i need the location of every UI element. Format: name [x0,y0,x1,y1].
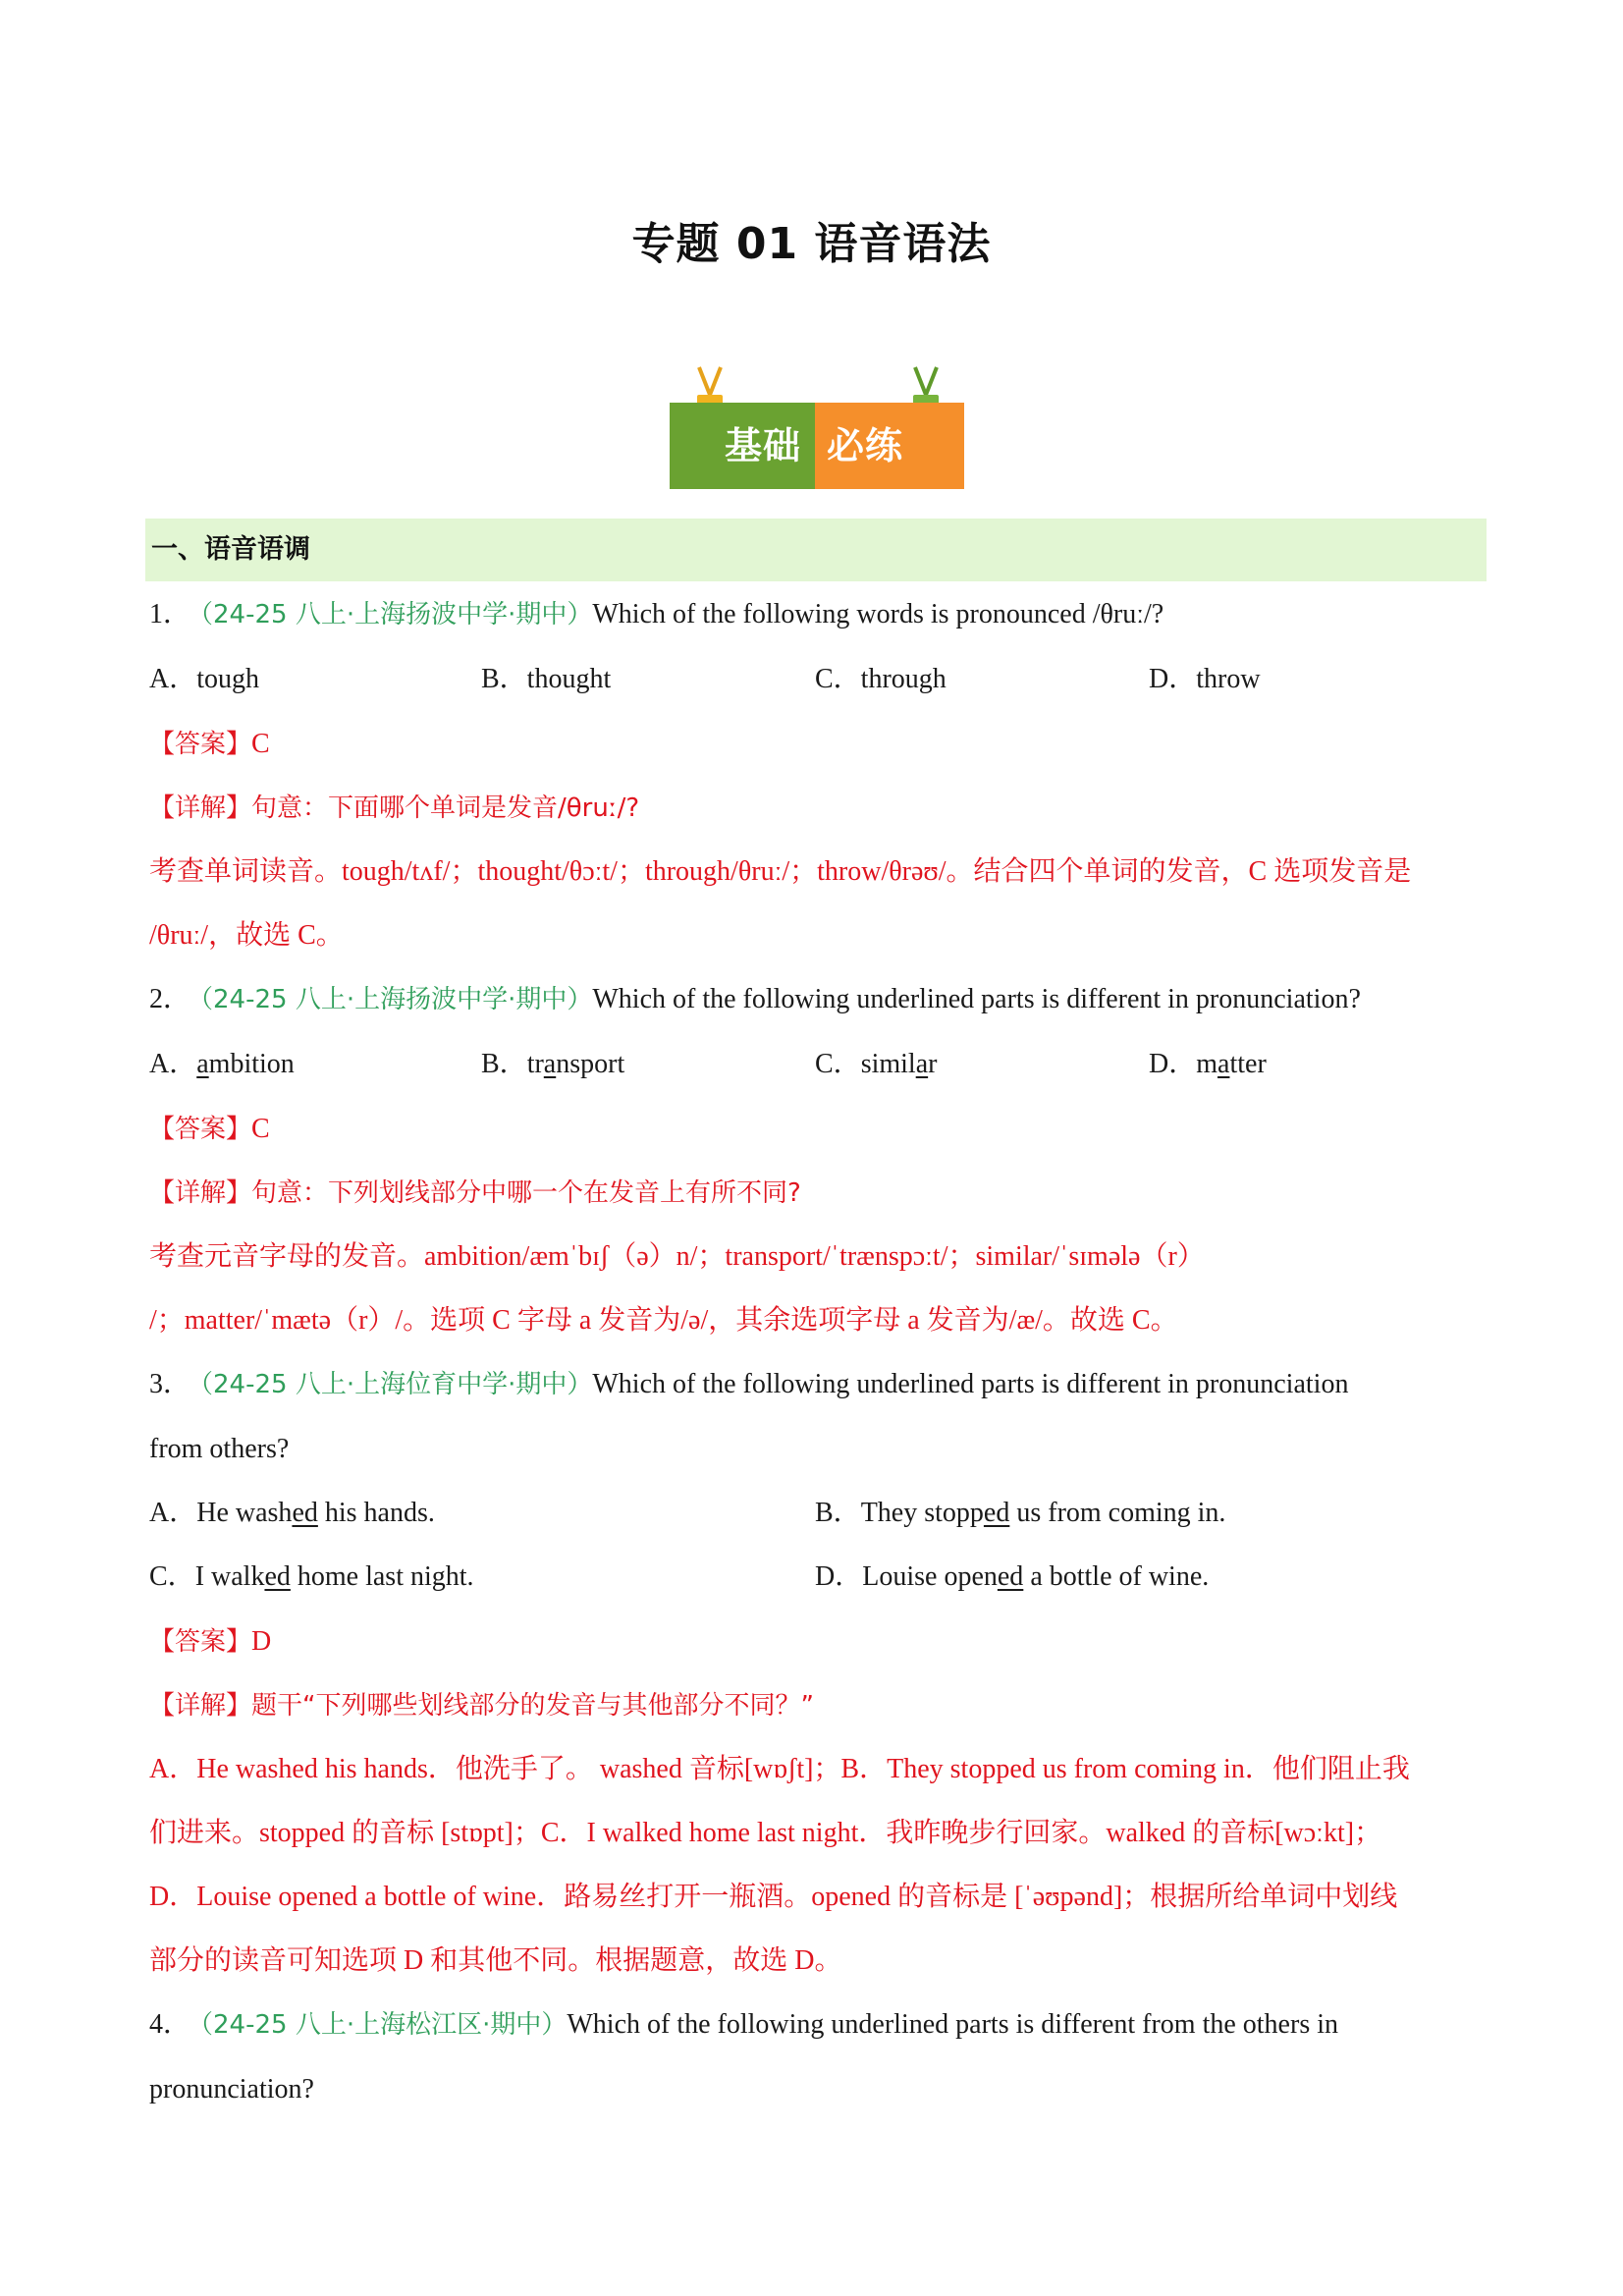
answer-line [149,725,270,764]
option-b: B．transport [481,1049,625,1079]
detail-text: 考查单词读音。tough/tʌf/；thought/θɔːt/；through/θruː/；throw/θrəʊ/。结合四个单词的发音，C 选项发音是 [149,856,1412,887]
answer-value: C [251,729,270,759]
option-b: B．They stopped us from coming in. [815,1498,1226,1528]
question-source: （24-25 八上·上海位育中学·期中） [200,1370,593,1399]
detail-text: D．Louise opened a bottle of wine．路易丝打开一瓶酒。opened 的音标是 [ˈəʊpənd]；根据所给单词中划线 [149,1882,1398,1912]
page-title: 专题 01 语音语法 [631,219,992,269]
answer-line [149,1110,270,1149]
option-c: C．through [815,664,947,694]
detail-text: 部分的读音可知选项 D 和其他不同。根据题意，故选 D。 [149,1945,842,1976]
question-source: （24-25 八上·上海扬波中学·期中） [200,985,593,1014]
answer-line [149,1622,271,1662]
answer-value: C [251,1114,270,1144]
badge-label-left: 基础 [670,403,815,489]
detail-text: 们进来。stopped 的音标 [stɒpt]；C．I walked home last night．我昨晚步行回家。walked 的音标[wɔːkt]； [149,1818,1382,1848]
detail-line [149,1686,814,1725]
question-4 [149,2005,1485,2045]
detail-text: A．He washed his hands．他洗手了。 washed 音标[wɒʃt]；B．They stopped us from coming in．他们阻止我 [149,1754,1410,1784]
answer-label: 【答案】 [149,1627,252,1657]
question-text: Which of the following underlined parts is different from the others in [567,2009,1338,2040]
section-badge [670,365,964,491]
question-source: （24-25 八上·上海松江区·期中） [200,2010,568,2040]
badge-label-right: 必练 [815,403,964,489]
section-heading: 一、语音语调 [145,519,1487,581]
question-3 [149,1365,1485,1404]
question-number: 3． [149,1369,191,1399]
detail-text: /θruː/，故选 C。 [149,920,344,951]
detail-text: /；matter/ˈmætə（r）/。选项 C 字母 a 发音为/ə/，其余选项字母 a 发音为/æ/。故选 C。 [149,1305,1178,1336]
answer-label: 【答案】 [149,1115,252,1144]
question-text: Which of the following underlined parts is different in pronunciation? [592,984,1361,1014]
option-c: C．similar [815,1049,938,1079]
question-number: 4． [149,2009,191,2040]
question-source: （24-25 八上·上海扬波中学·期中） [200,600,593,629]
detail-text: 题干“下列哪些划线部分的发音与其他部分不同？” [251,1691,814,1721]
detail-text: 句意：下面哪个单词是发音/θruː/? [251,793,640,823]
question-text-cont: pronunciation? [149,2074,314,2105]
detail-label: 【详解】 [149,1178,252,1208]
option-c: C．I walked home last night. [149,1561,474,1592]
question-2 [149,980,1485,1019]
detail-text: 考查元音字母的发音。ambition/æmˈbɪʃ（ə）n/；transport/ˈtrænspɔːt/；similar/ˈsɪmələ（r） [149,1241,1205,1272]
option-b: B．thought [481,664,612,694]
option-d: D．throw [1149,664,1261,694]
question-number: 1． [149,599,191,629]
detail-label: 【详解】 [149,1691,252,1721]
detail-label: 【详解】 [149,793,252,823]
detail-line [149,789,639,828]
question-1 [149,595,1485,634]
detail-line [149,1174,801,1213]
option-a: A．ambition [149,1049,295,1079]
question-text-cont: from others? [149,1434,290,1464]
question-text: Which of the following words is pronounced /θruː/? [592,599,1164,629]
answer-label: 【答案】 [149,730,252,759]
question-number: 2． [149,984,191,1014]
option-d: D．matter [1149,1049,1267,1079]
option-a: A．He washed his hands. [149,1498,435,1528]
question-text: Which of the following underlined parts is different in pronunciation [592,1369,1349,1399]
answer-value: D [251,1626,272,1657]
option-d: D．Louise opened a bottle of wine. [815,1561,1210,1592]
option-a: A．tough [149,664,260,694]
detail-text: 句意：下列划线部分中哪一个在发音上有所不同? [251,1178,801,1208]
